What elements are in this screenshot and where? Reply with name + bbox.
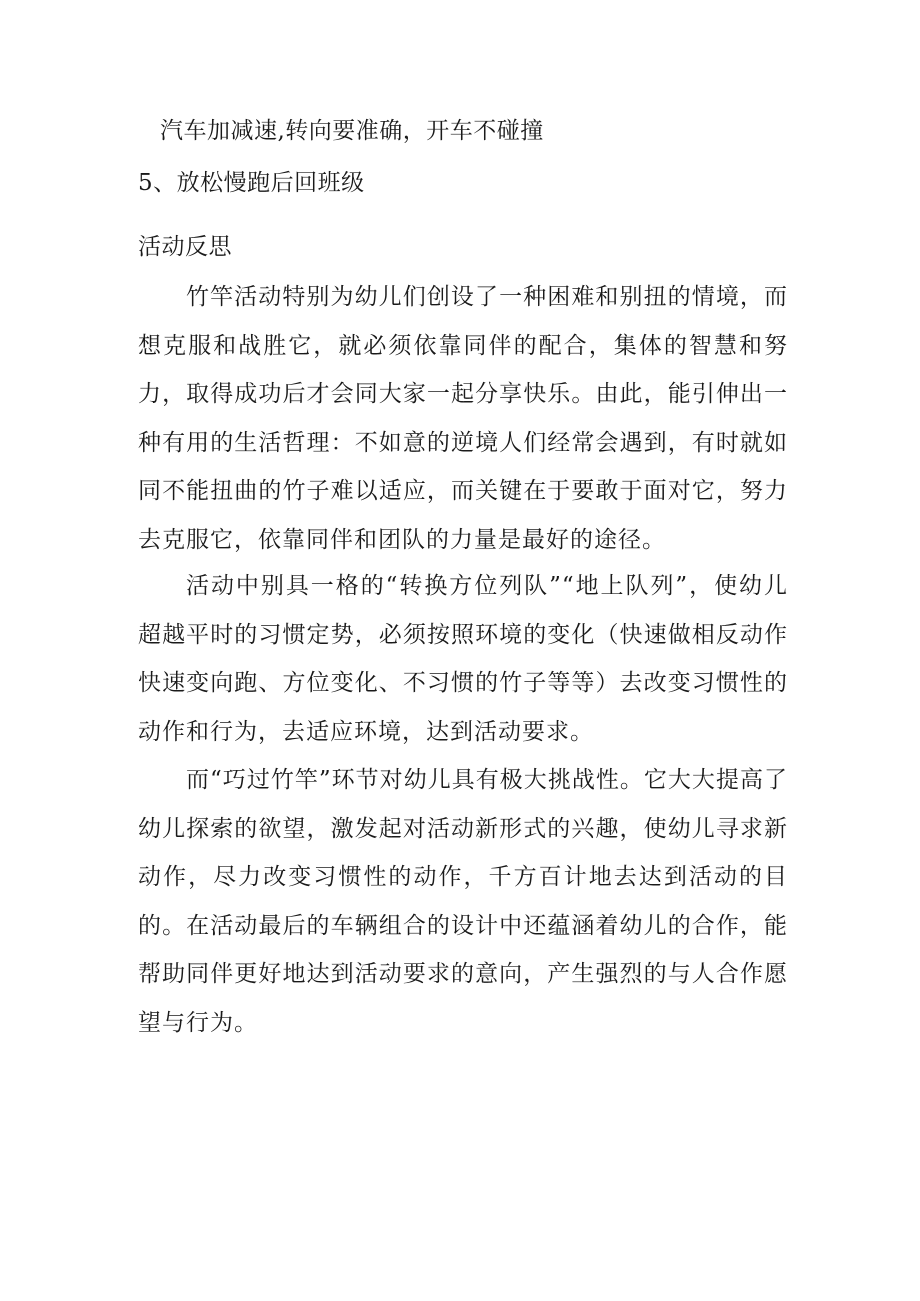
reflection-paragraph-1: 竹竿活动特别为幼儿们创设了一种困难和别扭的情境，而想克服和战胜它，就必须依靠同伴的配合，集体的智慧和努力，取得成功后才会同大家一起分享快乐。由此，能引伸出一种有用的生活哲理：不如意的逆境人们经常会遇到，有时就如同不能扭曲的竹子难以适应，而关键在于要敢于面对它，努力去克服它，依靠同伴和团队的力量是最好的途径。 xyxy=(138,284,788,553)
reflection-paragraph-2: 活动中别具一格的“转换方位列队”“地上队列”，使幼儿超越平时的习惯定势，必须按照环境的变化（快速做相反动作快速变向跑、方位变化、不习惯的竹子等等）去改变习惯性的动作和行为，去适应环境，达到活动要求。 xyxy=(138,573,788,745)
step-5-line: 5、放松慢跑后回班级 xyxy=(138,170,365,196)
reflection-paragraph-3: 而“巧过竹竿”环节对幼儿具有极大挑战性。它大大提高了幼儿探索的欲望，激发起对活动新形式的兴趣，使幼儿寻求新动作，尽力改变习惯性的动作，千方百计地去达到活动的目的。在活动最后的车辆组合的设计中还蕴涵着幼儿的合作，能帮助同伴更好地达到活动要求的意向，产生强烈的与人合作愿望与行为。 xyxy=(138,767,788,1036)
intro-line: 汽车加减速,转向要准确，开车不碰撞 xyxy=(160,118,544,144)
section-heading: 活动反思 xyxy=(138,234,232,260)
